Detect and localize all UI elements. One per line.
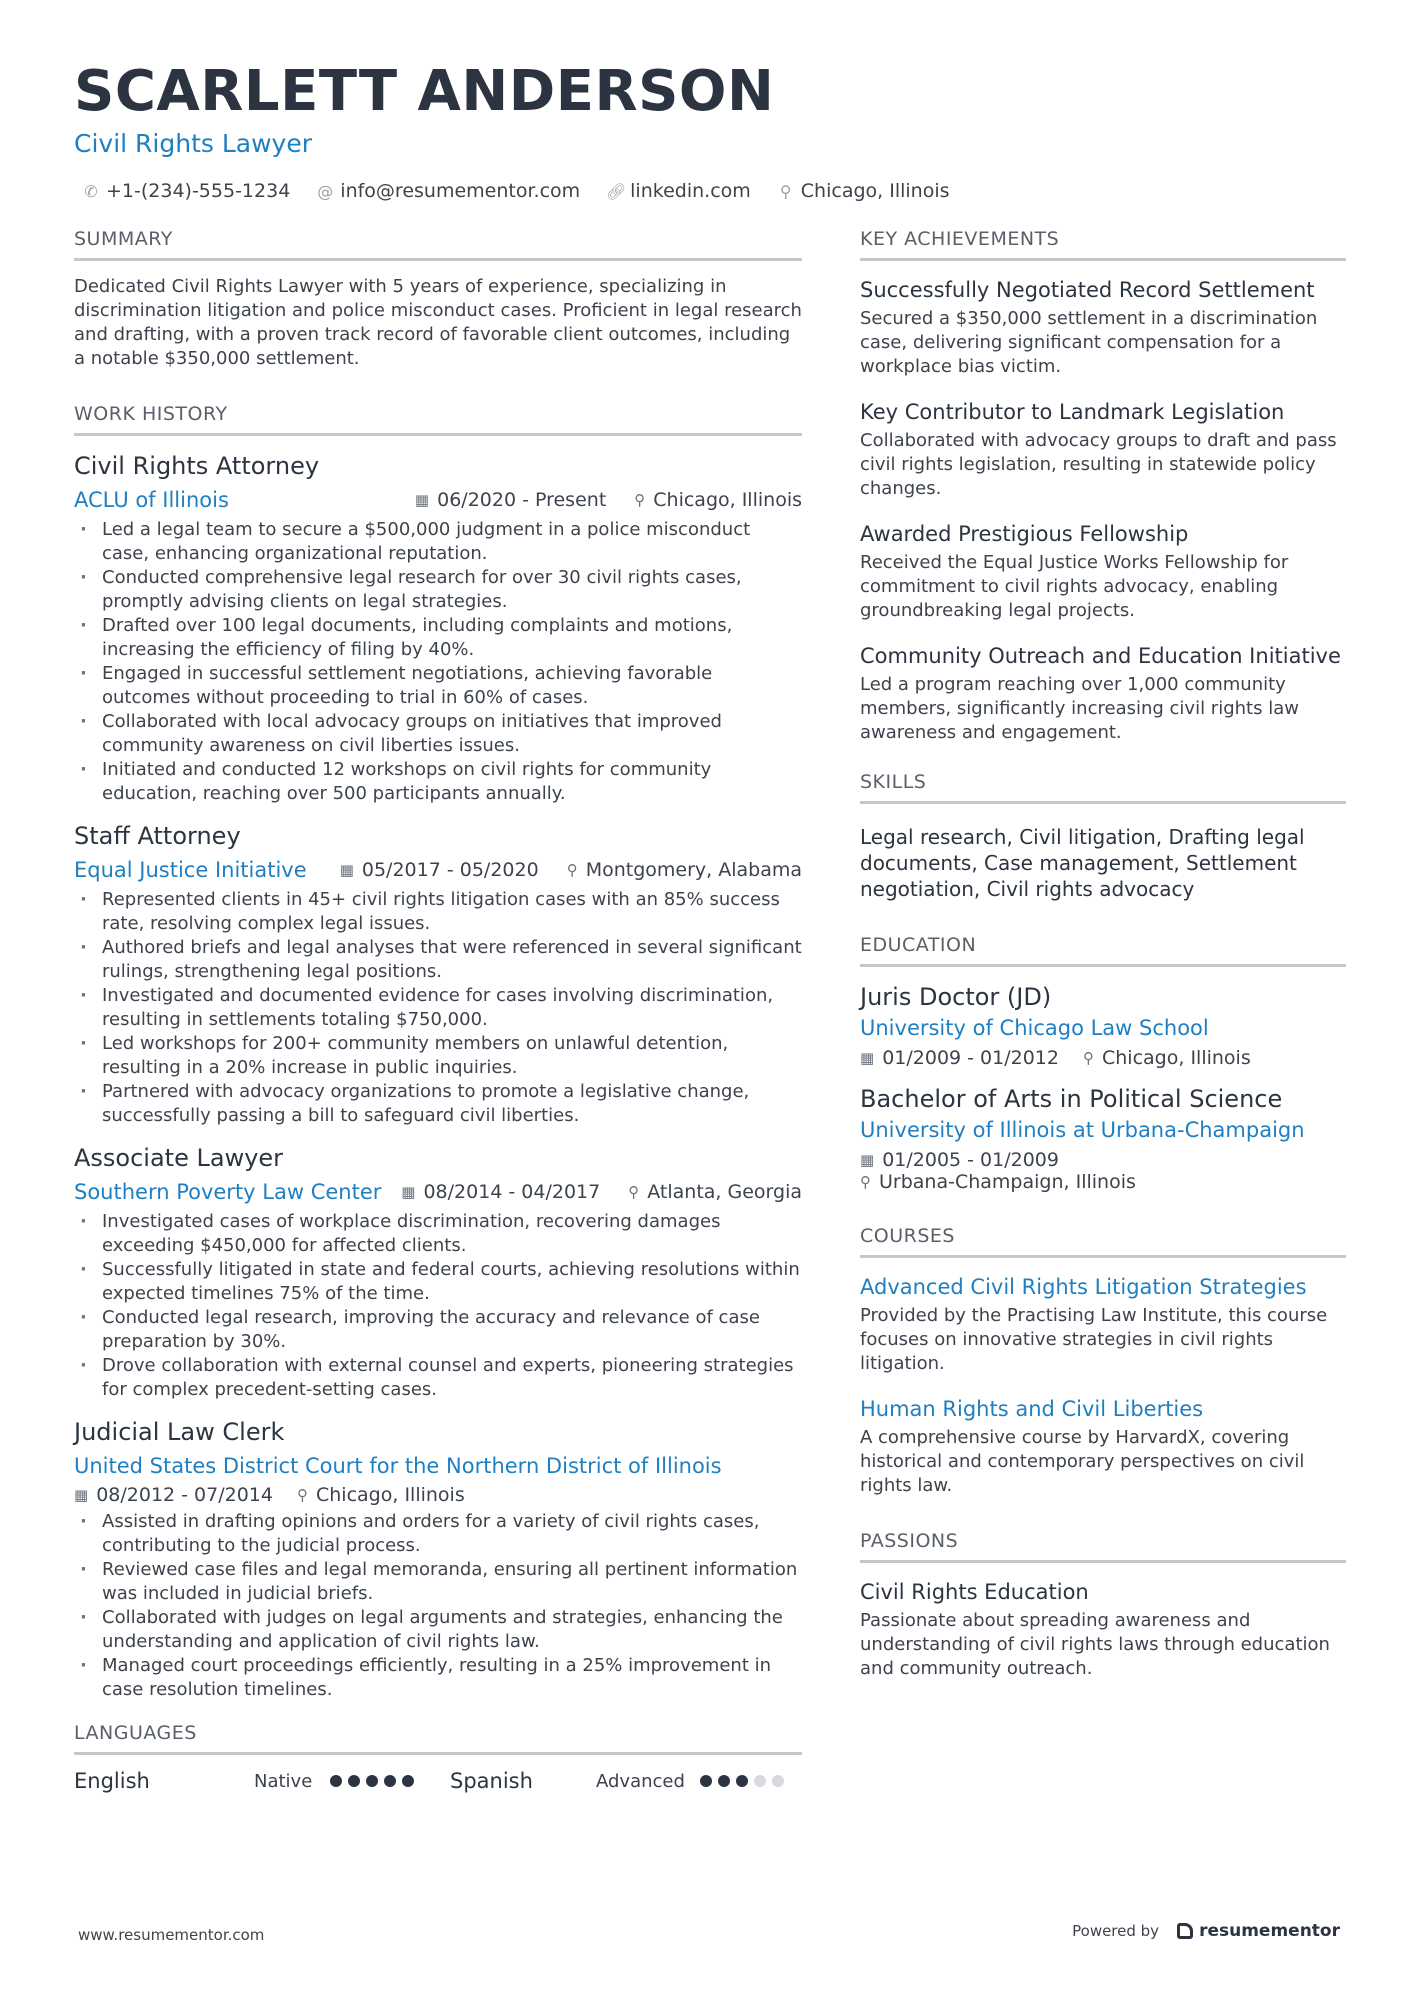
job-list <box>74 450 802 1702</box>
education-degree: Bachelor of Arts in Political Science <box>860 1085 1283 1113</box>
job-dates <box>340 859 539 881</box>
brand-name: resumementor <box>1199 1921 1340 1941</box>
left-column <box>74 226 802 1823</box>
education-item <box>860 981 1346 1069</box>
job-bullet: · Represented clients in 45+ civil rights litigation cases with an 85% success rate, resolving complex legal issues. <box>74 888 802 936</box>
job-meta <box>401 1181 802 1203</box>
calendar-icon: ▦ <box>339 861 354 879</box>
education-meta <box>860 1047 1346 1069</box>
skills-heading: SKILLS <box>860 769 1346 804</box>
job-meta <box>340 859 802 881</box>
language-name: Spanish <box>450 1769 533 1793</box>
contact-location <box>777 180 950 202</box>
course-title: Advanced Civil Rights Litigation Strategies <box>860 1275 1307 1299</box>
rating-dot <box>754 1775 766 1787</box>
map-pin-icon: ⚲ <box>297 1486 308 1504</box>
course-item <box>860 1394 1346 1498</box>
job-bullet: · Initiated and conducted 12 workshops on civil rights for community education, reaching over 500 participants annually. <box>74 758 802 806</box>
achievement-description: Secured a $350,000 settlement in a discrimination case, delivering significant compensation for a workplace bias victim. <box>860 308 1318 377</box>
rating-dot <box>402 1775 414 1787</box>
job-role: Civil Rights Attorney <box>74 452 320 480</box>
job-org: Equal Justice Initiative <box>74 858 307 882</box>
rating-dot <box>718 1775 730 1787</box>
passion-list <box>860 1577 1346 1681</box>
candidate-name: SCARLETT ANDERSON <box>74 59 775 124</box>
job-role: Judicial Law Clerk <box>74 1418 285 1446</box>
candidate-title: Civil Rights Lawyer <box>74 129 312 158</box>
course-description: A comprehensive course by HarvardX, covering historical and contemporary perspectives on civil rights law. <box>860 1427 1305 1496</box>
job-location-text: Chicago, Illinois <box>653 489 802 511</box>
achievement-title: Key Contributor to Landmark Legislation <box>860 400 1285 424</box>
education-dates-text: 01/2005 - 01/2009 <box>882 1149 1059 1171</box>
passion-item <box>860 1577 1346 1681</box>
rating-dot <box>384 1775 396 1787</box>
course-title: Human Rights and Civil Liberties <box>860 1397 1204 1421</box>
job-bullets <box>74 518 802 806</box>
link-icon: 🔗︎ <box>606 181 627 201</box>
calendar-icon: ▦ <box>74 1486 89 1504</box>
summary-section <box>74 226 802 371</box>
map-pin-icon: ⚲ <box>566 861 578 879</box>
course-item <box>860 1272 1346 1376</box>
education-dates <box>860 1149 1346 1171</box>
job-bullets <box>74 888 802 1128</box>
summary-heading: SUMMARY <box>74 226 802 261</box>
passion-description: Passionate about spreading awareness and understanding of civil rights laws through education and community outreach. <box>860 1610 1330 1679</box>
brand-logo[interactable] <box>1177 1921 1340 1941</box>
location-text: Chicago, Illinois <box>800 180 950 202</box>
education-school: University of Chicago Law School <box>860 1016 1209 1040</box>
education-heading: EDUCATION <box>860 932 1346 967</box>
passions-section <box>860 1528 1346 1681</box>
contact-bar <box>74 180 1344 202</box>
job-role: Associate Lawyer <box>74 1144 284 1172</box>
achievement-title: Successfully Negotiated Record Settlement <box>860 278 1315 302</box>
rating-dot <box>772 1775 784 1787</box>
right-column <box>860 226 1346 1711</box>
job-bullet: · Led workshops for 200+ community members on unlawful detention, resulting in a 20% increase in public inquiries. <box>74 1032 802 1080</box>
footer-website[interactable]: www.resumementor.com <box>78 1926 265 1944</box>
passions-heading: PASSIONS <box>860 1528 1346 1563</box>
language-name: English <box>74 1769 150 1793</box>
job-dates-text: 06/2020 - Present <box>437 489 607 511</box>
job-org-line <box>74 1178 802 1206</box>
map-pin-icon: ⚲ <box>860 1173 871 1191</box>
calendar-icon: ▦ <box>860 1151 875 1169</box>
at-sign-icon: @ <box>317 181 334 201</box>
education-location-text: Urbana-Champaign, Illinois <box>879 1171 1136 1193</box>
job-bullets <box>74 1510 802 1702</box>
job-dates-text: 08/2012 - 07/2014 <box>96 1484 273 1506</box>
linkedin-text[interactable]: linkedin.com <box>630 180 751 202</box>
rating-dot <box>330 1775 342 1787</box>
job-dates <box>415 489 606 511</box>
language-rating <box>330 1775 414 1787</box>
language-list <box>74 1769 802 1793</box>
language-rating <box>700 1775 784 1787</box>
map-pin-icon: ⚲ <box>779 181 792 201</box>
work-history-section <box>74 401 802 1702</box>
job-org-line <box>74 856 802 884</box>
map-pin-icon: ⚲ <box>628 1183 640 1201</box>
work-history-heading: WORK HISTORY <box>74 401 802 436</box>
education-location <box>1083 1047 1251 1069</box>
map-pin-icon: ⚲ <box>1083 1049 1094 1067</box>
job-entry <box>74 820 802 1128</box>
languages-section <box>74 1720 802 1793</box>
job-role: Staff Attorney <box>74 822 241 850</box>
education-item <box>860 1083 1346 1193</box>
phone-icon: ✆ <box>84 181 98 201</box>
job-bullet: · Led a legal team to secure a $500,000 judgment in a police misconduct case, enhancing organizational reputation. <box>74 518 802 566</box>
job-bullet: · Investigated and documented evidence for cases involving discrimination, resulting in settlements totaling $750,000. <box>74 984 802 1032</box>
job-location <box>297 1484 465 1506</box>
education-location-text: Chicago, Illinois <box>1102 1047 1251 1069</box>
job-bullet: · Drafted over 100 legal documents, including complaints and motions, increasing the efficiency of filing by 40%. <box>74 614 802 662</box>
passion-title: Civil Rights Education <box>860 1580 1089 1604</box>
job-meta <box>415 489 802 511</box>
achievement-list <box>860 275 1346 745</box>
skills-section <box>860 769 1346 902</box>
resume-header <box>74 58 1344 202</box>
job-bullet: · Collaborated with local advocacy groups on initiatives that improved community awareness on civil liberties issues. <box>74 710 802 758</box>
job-dates-text: 05/2017 - 05/2020 <box>361 859 539 881</box>
phone-text: +1-(234)-555-1234 <box>106 180 291 202</box>
job-bullet: · Managed court proceedings efficiently, resulting in a 25% improvement in case resolution timelines. <box>74 1654 802 1702</box>
language-level: Advanced <box>596 1770 685 1792</box>
achievement-description: Received the Equal Justice Works Fellowship for commitment to civil rights advocacy, enabling groundbreaking legal projects. <box>860 552 1289 621</box>
courses-heading: COURSES <box>860 1223 1346 1258</box>
skills-text: Legal research, Civil litigation, Drafting legal documents, Case management, Settlement negotiation, Civil rights advocacy <box>860 825 1305 901</box>
education-section <box>860 932 1346 1193</box>
calendar-icon: ▦ <box>860 1049 875 1067</box>
job-location <box>567 859 802 881</box>
job-org-line <box>74 486 802 514</box>
languages-heading: LANGUAGES <box>74 1720 802 1755</box>
powered-by-text: Powered by <box>1072 1922 1160 1940</box>
education-location <box>860 1171 1346 1193</box>
job-location-text: Montgomery, Alabama <box>585 859 802 881</box>
job-bullet: · Engaged in successful settlement negotiations, achieving favorable outcomes without proceeding to trial in 60% of cases. <box>74 662 802 710</box>
achievement-item <box>860 519 1346 623</box>
summary-text: Dedicated Civil Rights Lawyer with 5 years of experience, specializing in discrimination litigation and police misconduct cases. Proficient in legal research and drafting, with a proven track record of favorable client outcomes, including a notable $350,000 settlement. <box>74 276 802 369</box>
job-bullet: · Collaborated with judges on legal arguments and strategies, enhancing the understanding and application of civil rights law. <box>74 1606 802 1654</box>
job-bullet: · Conducted comprehensive legal research for over 30 civil rights cases, promptly advising clients on legal strategies. <box>74 566 802 614</box>
rating-dot <box>348 1775 360 1787</box>
achievement-item <box>860 275 1346 379</box>
rating-dot <box>700 1775 712 1787</box>
job-org: Southern Poverty Law Center <box>74 1180 382 1204</box>
job-dates <box>74 1484 273 1506</box>
course-description: Provided by the Practising Law Institute, this course focuses on innovative strategies in civil rights litigation. <box>860 1305 1328 1374</box>
brand-logo-icon <box>1177 1923 1193 1939</box>
achievement-description: Led a program reaching over 1,000 community members, significantly increasing civil rights law awareness and engagement. <box>860 674 1299 743</box>
job-location <box>634 489 802 511</box>
calendar-icon: ▦ <box>414 491 430 509</box>
rating-dot <box>366 1775 378 1787</box>
language-level: Native <box>254 1770 313 1792</box>
contact-phone <box>82 180 290 202</box>
job-bullets <box>74 1210 802 1402</box>
achievement-description: Collaborated with advocacy groups to draft and pass civil rights legislation, resulting in statewide policy changes. <box>860 430 1337 499</box>
job-bullet: · Authored briefs and legal analyses that were referenced in several significant rulings, strengthening legal positions. <box>74 936 802 984</box>
job-bullet: · Partnered with advocacy organizations to promote a legislative change, successfully passing a bill to safeguard civil liberties. <box>74 1080 802 1128</box>
achievements-heading: KEY ACHIEVEMENTS <box>860 226 1346 261</box>
education-list <box>860 981 1346 1193</box>
job-meta <box>74 1484 802 1506</box>
map-pin-icon: ⚲ <box>634 491 646 509</box>
footer-branding <box>1072 1921 1340 1941</box>
job-entry <box>74 450 802 806</box>
email-text[interactable]: info@resumementor.com <box>340 180 581 202</box>
education-degree: Juris Doctor (JD) <box>860 983 1052 1011</box>
job-org: United States District Court for the Northern District of Illinois <box>74 1454 722 1478</box>
achievement-title: Community Outreach and Education Initiative <box>860 644 1341 668</box>
education-school: University of Illinois at Urbana-Champaign <box>860 1118 1305 1142</box>
course-list <box>860 1272 1346 1498</box>
achievement-title: Awarded Prestigious Fellowship <box>860 522 1189 546</box>
achievement-item <box>860 397 1346 501</box>
job-org: ACLU of Illinois <box>74 488 229 512</box>
job-bullet: · Drove collaboration with external counsel and experts, pioneering strategies for complex precedent-setting cases. <box>74 1354 802 1402</box>
job-entry <box>74 1142 802 1402</box>
job-location-text: Atlanta, Georgia <box>647 1181 802 1203</box>
calendar-icon: ▦ <box>401 1183 416 1201</box>
job-location <box>628 1181 802 1203</box>
job-location-text: Chicago, Illinois <box>316 1484 465 1506</box>
contact-linkedin[interactable] <box>606 180 751 202</box>
job-bullet: · Successfully litigated in state and federal courts, achieving resolutions within expected timelines 75% of the time. <box>74 1258 802 1306</box>
job-dates <box>401 1181 600 1203</box>
contact-email[interactable] <box>316 180 580 202</box>
job-bullet: · Assisted in drafting opinions and orders for a variety of civil rights cases, contributing to the judicial process. <box>74 1510 802 1558</box>
rating-dot <box>736 1775 748 1787</box>
education-meta <box>860 1149 1346 1193</box>
job-bullet: · Reviewed case files and legal memoranda, ensuring all pertinent information was included in judicial briefs. <box>74 1558 802 1606</box>
job-bullet: · Conducted legal research, improving the accuracy and relevance of case preparation by 30%. <box>74 1306 802 1354</box>
achievement-item <box>860 641 1346 745</box>
education-dates <box>860 1047 1059 1069</box>
courses-section <box>860 1223 1346 1498</box>
job-entry <box>74 1416 802 1702</box>
achievements-section <box>860 226 1346 745</box>
job-bullet: · Investigated cases of workplace discrimination, recovering damages exceeding $450,000 for affected clients. <box>74 1210 802 1258</box>
job-dates-text: 08/2014 - 04/2017 <box>423 1181 601 1203</box>
education-dates-text: 01/2009 - 01/2012 <box>882 1047 1059 1069</box>
